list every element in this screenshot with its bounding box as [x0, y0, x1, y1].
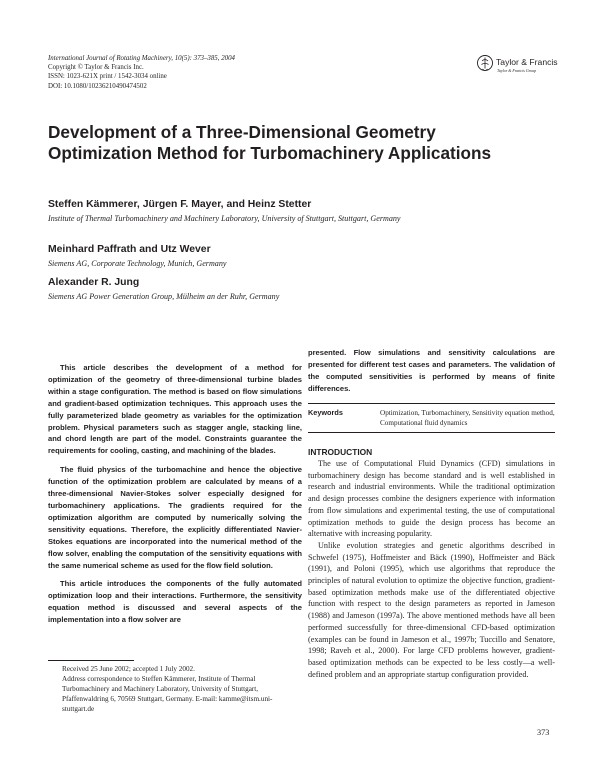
author-group-1: [48, 199, 518, 224]
abstract-right-column: [308, 347, 555, 395]
keywords-text: Optimization, Turbomachinery, Sensitivity equation method, Computational fluid dynamics: [380, 409, 555, 427]
body-paragraph: Unlike evolution strategies and genetic algorithms described in Schwefel (1975), Hoffmeister and Bäck (1990), Hoffmeister and Bäck (1991), and Poloni (1995), which use algorithms that reproduce the principles of natural evolution to optimize the objective function, gradient-based optimization methods make use of the differentiated objective function with respect to the design parameters as reported in Jameson (1988) and Jameson (1997a). The above mentioned methods have all been performed successfully for three-dimensional CFD-based optimization (examples can be found in Jameson et al., 1997b; Tuccillo and Senatore, 1998; Raveh et al., 2000). For large CFD problems however, gradient-based optimization methods can be expected to be less costly—a well-defined problem and an appropriate startup configuration provided.: [308, 540, 555, 679]
keywords-top-rule: [308, 403, 555, 404]
author-names: Steffen Kämmerer, Jürgen F. Mayer, and Heinz Stetter: [48, 199, 312, 210]
author-group-2: [48, 244, 518, 269]
correspondence-address: Address correspondence to Steffen Kämmerer, Institute of Thermal Turbomachinery and Machinery Laboratory, University of Stuttgart, Pfaffenwaldring 6, 70569 Stuttgart, Germany. E-mail: kamme@itsm.uni-stuttgart.de: [62, 674, 273, 713]
body-paragraph: The use of Computational Fluid Dynamics (CFD) simulations in turbomachinery design has become standard and is well established in research and industrial environments. While the traditional optimization and design processes combine the designers experience with information from flow simulations and experimental testing, the use of computational optimization methods to guide the design process has become an alternative with increasing popularity.: [308, 459, 555, 539]
copyright-line: Copyright © Taylor & Francis Inc.: [48, 64, 144, 72]
author-names: Alexander R. Jung: [48, 277, 140, 288]
abstract-paragraph: The fluid physics of the turbomachine and hence the objective function of the optimization problem are calculated by means of a three-dimensional Navier-Stokes solver especially designed for turbomachinery applications. The gradients required for the optimization algorithm are computed by numerically solving the sensitivity equations. Therefore, the explicitly differentiated Navier-Stokes equations are incorporated into the numerical method of the flow solver, enabling the computation of the sensitivity equations with the same numerical scheme as used for the flow field solution.: [48, 465, 302, 570]
section-heading: INTRODUCTION: [308, 447, 373, 457]
journal-citation: International Journal of Rotating Machinery, 10(5): 373–385, 2004: [48, 55, 235, 62]
abstract-continuation: presented. Flow simulations and sensitivity calculations are presented for different test cases and parameters. The validation of the computed sensitivities is performed by means of finite differences.: [308, 348, 555, 393]
abstract-paragraph: This article introduces the components of the fully automated optimization loop and their interactions. Furthermore, the sensitivity equation method is discussed and several aspects of the implementation into a flow solver are: [48, 579, 302, 625]
taylor-francis-logo-icon: [476, 54, 494, 76]
doi-line: DOI: 10.1080/10236210490474502: [48, 82, 147, 90]
author-group-3: [48, 277, 518, 302]
page-number: 373: [537, 728, 550, 737]
issn-line: ISSN: 1023-621X print / 1542-3034 online: [48, 73, 167, 81]
journal-header: [48, 54, 235, 91]
publisher-tagline: Taylor & Francis Group: [497, 68, 537, 73]
publisher-logo: [476, 54, 566, 78]
article-title: Development of a Three-Dimensional Geometry Optimization Method for Turbomachinery Applications: [48, 122, 492, 163]
author-affiliation: Institute of Thermal Turbomachinery and Machinery Laboratory, University of Stuttgart, Stuttgart, Germany: [48, 214, 401, 223]
abstract-left-column: [48, 362, 302, 626]
author-affiliation: Siemens AG, Corporate Technology, Munich, Germany: [48, 259, 227, 268]
keywords-bottom-rule: [308, 432, 555, 433]
footnote: [62, 665, 282, 715]
received-dates: Received 25 June 2002; accepted 1 July 2002.: [62, 665, 195, 673]
abstract-paragraph: This article describes the development of a method for optimization of the geometry of three-dimensional turbine blades within a stage configuration. The method is based on flow simulations and gradient-based optimization techniques. This approach uses the fully parameterized blade geometry as variables for the optimization problem. Physical parameters such as stagger angle, stacking line, and chord length are part of the model. Constraints guarantee the requirements for cooling, casting, and machining of the blades.: [48, 363, 302, 456]
introduction-body: [308, 458, 555, 680]
footnote-rule: [48, 660, 134, 661]
publisher-name: Taylor & Francis: [496, 57, 558, 67]
author-affiliation: Siemens AG Power Generation Group, Mülheim an der Ruhr, Germany: [48, 292, 280, 301]
author-names: Meinhard Paffrath and Utz Wever: [48, 244, 211, 255]
keywords-label: Keywords: [308, 408, 343, 417]
